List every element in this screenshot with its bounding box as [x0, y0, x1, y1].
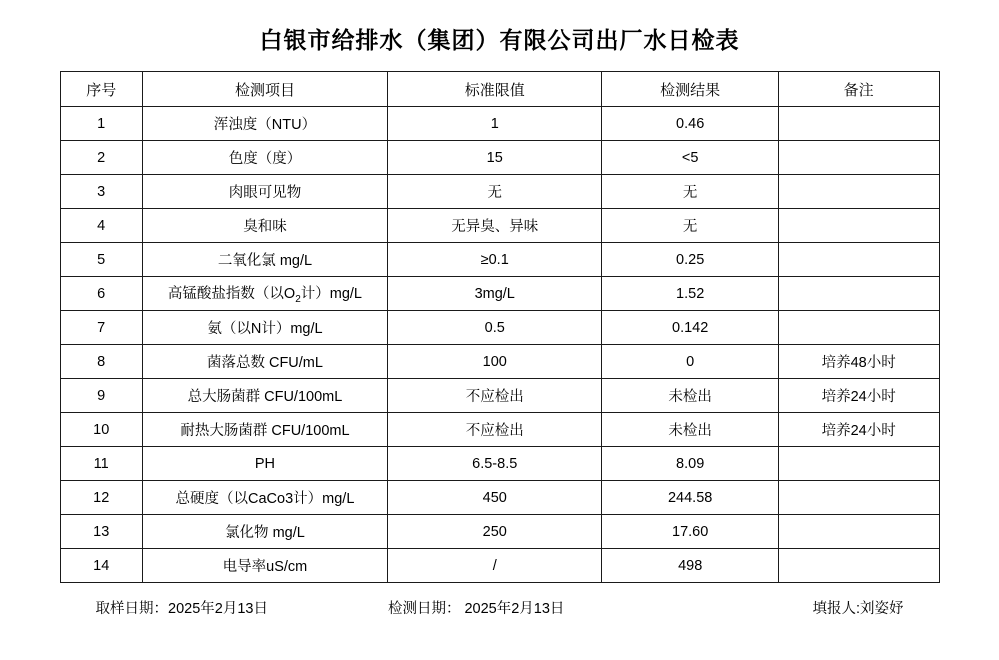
cell-std: / — [388, 549, 602, 583]
cell-note — [778, 549, 939, 583]
cell-std: 1 — [388, 107, 602, 141]
column-header-note: 备注 — [778, 72, 939, 107]
cell-item: PH — [142, 447, 387, 481]
cell-item: 总大肠菌群 CFU/100mL — [142, 379, 387, 413]
report-footer — [60, 597, 940, 618]
table-row — [60, 379, 939, 413]
cell-no: 13 — [60, 515, 142, 549]
cell-no: 6 — [60, 277, 142, 311]
cell-item: 色度（度） — [142, 141, 387, 175]
cell-no: 7 — [60, 311, 142, 345]
column-header-result: 检测结果 — [602, 72, 778, 107]
cell-note — [778, 175, 939, 209]
table-row — [60, 345, 939, 379]
cell-no: 12 — [60, 481, 142, 515]
cell-result: 498 — [602, 549, 778, 583]
cell-result: 8.09 — [602, 447, 778, 481]
cell-std: 100 — [388, 345, 602, 379]
cell-item: 二氧化氯 mg/L — [142, 243, 387, 277]
table-row — [60, 481, 939, 515]
cell-result: 无 — [602, 175, 778, 209]
cell-result: 0.25 — [602, 243, 778, 277]
cell-note — [778, 311, 939, 345]
cell-note — [778, 447, 939, 481]
table-row — [60, 447, 939, 481]
cell-result: 244.58 — [602, 481, 778, 515]
cell-item: 氯化物 mg/L — [142, 515, 387, 549]
cell-result: 未检出 — [602, 379, 778, 413]
table-row — [60, 515, 939, 549]
cell-result: 1.52 — [602, 277, 778, 311]
cell-note — [778, 243, 939, 277]
cell-std: 0.5 — [388, 311, 602, 345]
report-page — [0, 22, 999, 660]
column-header-no: 序号 — [60, 72, 142, 107]
cell-no: 3 — [60, 175, 142, 209]
cell-std: 250 — [388, 515, 602, 549]
column-header-item: 检测项目 — [142, 72, 387, 107]
cell-item: 高锰酸盐指数（以$O_2$计）mg/L — [142, 277, 387, 311]
table-body — [60, 107, 939, 583]
cell-item: 氨（以N计）mg/L — [142, 311, 387, 345]
cell-item: 浑浊度（NTU） — [142, 107, 387, 141]
cell-item: 菌落总数 CFU/mL — [142, 345, 387, 379]
cell-std: 不应检出 — [388, 413, 602, 447]
cell-no: 8 — [60, 345, 142, 379]
cell-item: 电导率uS/cm — [142, 549, 387, 583]
cell-no: 2 — [60, 141, 142, 175]
cell-std: 不应检出 — [388, 379, 602, 413]
cell-result: 0.46 — [602, 107, 778, 141]
cell-std: 15 — [388, 141, 602, 175]
table-row — [60, 549, 939, 583]
cell-item: 耐热大肠菌群 CFU/100mL — [142, 413, 387, 447]
sample-date-label: 取样日期：2025年2月13日 — [95, 601, 268, 617]
table-row — [60, 209, 939, 243]
cell-note: 培养24小时 — [778, 379, 939, 413]
table-row — [60, 107, 939, 141]
cell-note: 培养48小时 — [778, 345, 939, 379]
cell-no: 1 — [60, 107, 142, 141]
cell-no: 11 — [60, 447, 142, 481]
cell-result: 0.142 — [602, 311, 778, 345]
cell-note: 培养24小时 — [778, 413, 939, 447]
cell-result: 0 — [602, 345, 778, 379]
table-row — [60, 141, 939, 175]
filler-name-label: 填报人:刘姿妤 — [812, 601, 904, 617]
cell-note — [778, 515, 939, 549]
cell-note — [778, 107, 939, 141]
cell-std: 无异臭、异味 — [388, 209, 602, 243]
water-quality-table — [60, 71, 940, 583]
table-row — [60, 243, 939, 277]
cell-note — [778, 209, 939, 243]
table-row — [60, 175, 939, 209]
test-date-label: 检测日期： 2025年2月13日 — [387, 601, 565, 617]
cell-std: 无 — [388, 175, 602, 209]
cell-item: 肉眼可见物 — [142, 175, 387, 209]
cell-no: 9 — [60, 379, 142, 413]
cell-item: 臭和味 — [142, 209, 387, 243]
table-row — [60, 311, 939, 345]
cell-note — [778, 277, 939, 311]
cell-note — [778, 141, 939, 175]
cell-result: 未检出 — [602, 413, 778, 447]
table-header — [60, 72, 939, 107]
table-row — [60, 277, 939, 311]
cell-result: 17.60 — [602, 515, 778, 549]
cell-no: 10 — [60, 413, 142, 447]
cell-no: 14 — [60, 549, 142, 583]
cell-std: 450 — [388, 481, 602, 515]
cell-note — [778, 481, 939, 515]
cell-std: ≥0.1 — [388, 243, 602, 277]
cell-std: 6.5-8.5 — [388, 447, 602, 481]
table-row — [60, 413, 939, 447]
cell-no: 5 — [60, 243, 142, 277]
table-header-row — [60, 72, 939, 107]
cell-item: 总硬度（以CaCo3计）mg/L — [142, 481, 387, 515]
column-header-std: 标准限值 — [388, 72, 602, 107]
cell-result: 无 — [602, 209, 778, 243]
cell-result: <5 — [602, 141, 778, 175]
page-title: 白银市给排水（集团）有限公司出厂水日检表 — [259, 28, 740, 53]
cell-std: 3mg/L — [388, 277, 602, 311]
cell-no: 4 — [60, 209, 142, 243]
